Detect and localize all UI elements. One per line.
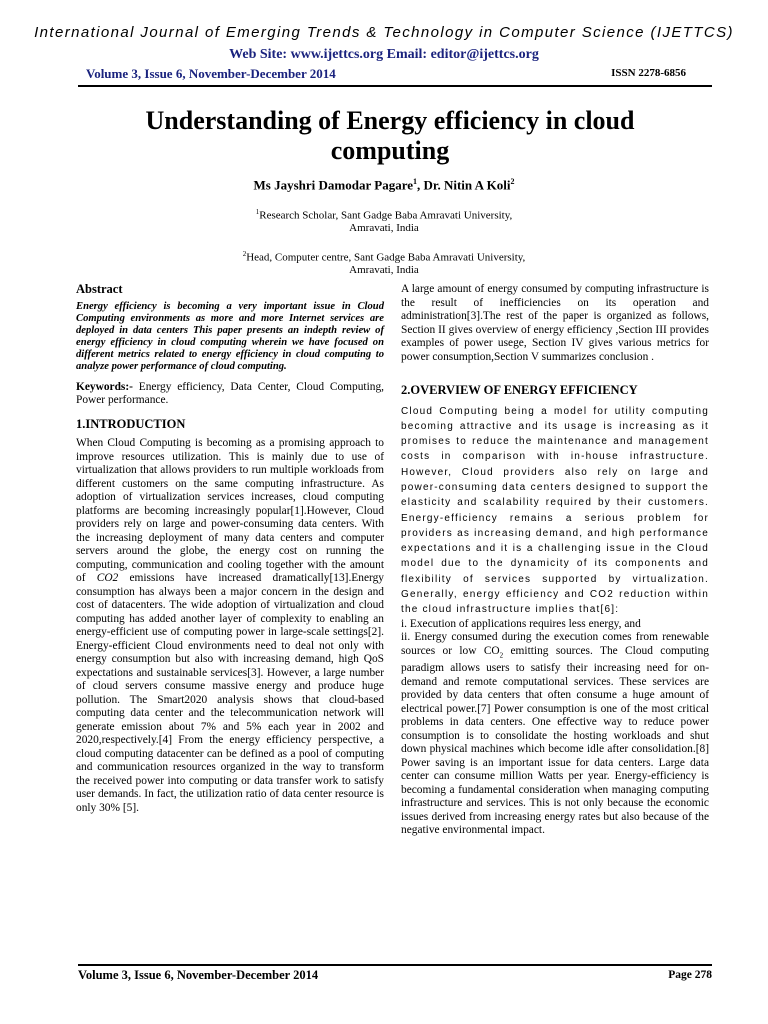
author-1-sup: 1 <box>413 177 418 186</box>
right-column <box>401 283 709 838</box>
section-2-heading: 2.OVERVIEW OF ENERGY EFFICIENCY <box>401 383 638 397</box>
affil-1-line-1: Research Scholar, Sant Gadge Baba Amravati University, <box>259 209 513 222</box>
introduction-body <box>76 437 384 815</box>
footer-volume: Volume 3, Issue 6, November-December 2014 <box>78 968 319 982</box>
affil-2-line-2: Amravati, India <box>349 263 419 276</box>
footer-divider <box>78 964 712 966</box>
list-item-1: i. Execution of applications requires less energy, and <box>401 617 641 630</box>
affiliation-2 <box>0 248 768 276</box>
affiliation-1 <box>0 206 768 234</box>
list-item-2 <box>401 631 709 838</box>
affil-1-line-2: Amravati, India <box>349 221 419 234</box>
intro-continued: A large amount of energy consumed by computing infrastructure is the result of inefficiencies on its operation and administration[3].The rest of the paper is organized as follows, Section II gives overview of energy efficiency ,Section III provides examples of power usege, Section IV gives various metrics for power consumption,Section V summarizes conclusion . <box>401 283 709 363</box>
co2-subscript: 2 <box>499 650 504 659</box>
abstract-heading: Abstract <box>76 282 123 296</box>
affil-1-sup: 1 <box>255 208 260 216</box>
item-2-text-a: ii. Energy consumed during the execution comes from renewable sources or low CO <box>401 631 709 657</box>
keywords-text: Energy efficiency, Data Center, Cloud Computing, Power performance. <box>76 380 384 406</box>
author-line <box>0 177 768 193</box>
left-column <box>76 283 384 815</box>
intro-text-1: When Cloud Computing is becoming as a promising approach to improve resources utilization. This is mainly due to use of virtualization that allows providers to run multiple workloads from different customers on the same computing infrastructure. As adoption of virtualization services increases, cloud computing platforms are becoming increasingly popular[1].However, Cloud providers rely on large and power-consuming data centers. With the increasing deployment of many data centers and computer servers around the globe, the energy cost on running the computing, communication and cooling together with the amount of <box>76 437 384 584</box>
header-divider <box>78 85 712 87</box>
co2-formula: CO2 <box>96 572 119 584</box>
introduction-heading: 1.INTRODUCTION <box>76 416 186 431</box>
abstract-text: Energy efficiency is becoming a very important issue in Cloud Computing environments as more and more Internet services are deployed in data centers This paper presents an indepth review of energy efficiency in cloud computing wherein we have focused on different metrics related to energy efficiency in cloud computing to analyze power performance of cloud computing. <box>76 300 384 372</box>
paper-title: Understanding of Energy efficiency in cloud computing <box>145 106 635 165</box>
section-2-body: Cloud Computing being a model for utility computing becoming attractive and its usage is increasing as it promises to reduce the maintenance and management costs in comparison with in-house infrastructure. However, Cloud providers also rely on large and power-consuming data centers designed to support the elasticity and scalability required by their customers. Energy-efficiency remains a serious problem for providers as increasing demand, and high performance expectations and it is a challenging issue in the Cloud model due to the dynamicity of its components and flexibility of services supported by virtualization. Generally, energy efficiency and CO2 reduction within the cloud infrastructure implies that[6]: <box>401 405 709 616</box>
page-number: Page 278 <box>668 969 712 981</box>
header-volume: Volume 3, Issue 6, November-December 2014 <box>86 66 336 81</box>
author-2: Dr. Nitin A Koli <box>423 177 511 193</box>
author-1: Ms Jayshri Damodar Pagare <box>253 177 414 193</box>
keywords <box>76 381 384 408</box>
keywords-label: Keywords:- <box>76 380 133 393</box>
affil-2-line-1: Head, Computer centre, Sant Gadge Baba Amravati University, <box>246 251 526 264</box>
journal-name: International Journal of Emerging Trends & Technology in Computer Science (IJETTCS) <box>34 24 734 41</box>
author-2-sup: 2 <box>510 177 515 186</box>
header-issn: ISSN 2278-6856 <box>611 67 686 79</box>
affil-2-sup: 2 <box>242 250 247 258</box>
journal-website: Web Site: www.ijettcs.org Email: editor@ijettcs.org <box>229 47 539 62</box>
author-separator: , <box>417 177 424 193</box>
intro-text-2: emissions have increased dramatically[13].Energy consumption has always been a major concern in the design and cost of datacenters. The wide adoption of virtualization and cloud computing has added another layer of complexity to enabling an energy-efficient use of computing power in large-scale settings[2]. Energy-efficient Cloud environments need to deal not only with energy consumption but also with increasing demand, high QoS expectations and sustainable services[3]. However, a large number of cloud servers consume massive energy and produce huge pollution. The Smart2020 analysis shows that cloud-based computing data center and the telecommunication network will generate emission about 7% and 5% each year in 2002 and 2020,respectively.[4] From the energy efficiency perspective, a cloud computing datacenter can be defined as a pool of computing and communication resources organized in the way to transform the received power into computing or data transfer work to satisfy user demands. In fact, the utilization ratio of data center resource is only 30% [5]. <box>76 572 384 814</box>
item-2-text-b: emitting sources. The Cloud computing paradigm allows users to satisfy their increasing need for on-demand and remote computational services. These services are provided by data centers that often consume a huge amount of electrical power.[7] Power consumption is one of the most critical problems in data centers. One effective way to reduce power consumption is to consolidate the hosting workloads and shut down physical machines which become idle after consolidation.[8] Power saving is an important issue for data centers. Large data center can consume million Watts per year. Energy-efficiency is becoming a fundamental consideration when managing computing infrastructure and services. This is not only because the economic issues derived from increasing energy rates but also because of the negative environmental impact. <box>401 644 709 837</box>
